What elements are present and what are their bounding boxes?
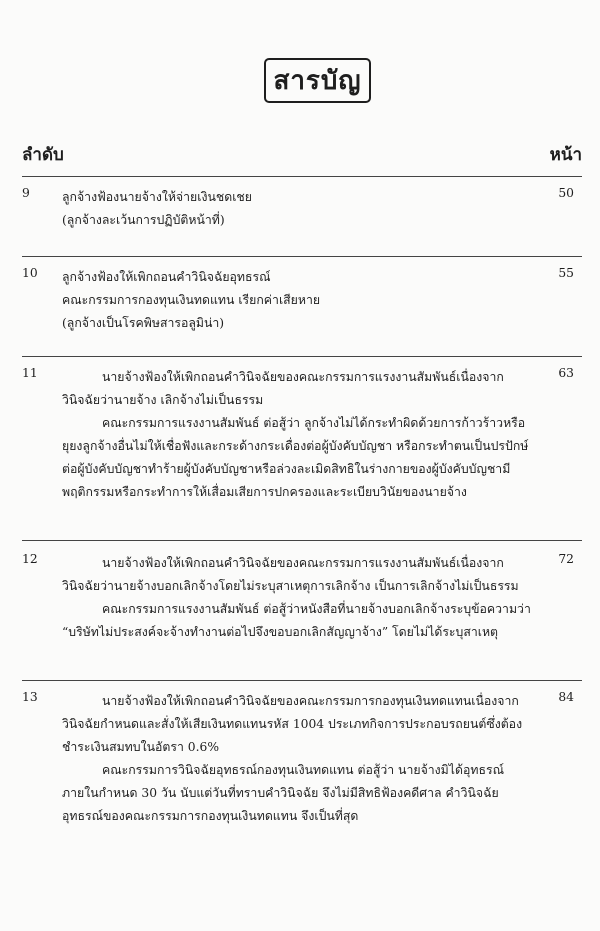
entry-number: 12 xyxy=(22,552,38,566)
entry-page: 50 xyxy=(558,186,574,200)
page-column-header: หน้า xyxy=(549,145,582,165)
entry-description xyxy=(62,186,544,232)
header-rule xyxy=(22,176,582,177)
entry-number: 9 xyxy=(22,186,30,200)
entry-line: ต่อผู้บังคับบัญชาทำร้ายผู้บังคับบัญชาหรือล่วงละเมิดสิทธิในร่างกายของผู้บังคับบัญชามี xyxy=(62,462,511,476)
entry-line: ชำระเงินสมทบในอัตรา 0.6% xyxy=(62,740,220,754)
entry-rule xyxy=(22,540,582,541)
entry-rule xyxy=(22,356,582,357)
entry-number: 13 xyxy=(22,690,38,704)
entry-line: คณะกรรมการแรงงานสัมพันธ์ ต่อสู้ว่า ลูกจ้างไม่ได้กระทำผิดด้วยการก้าวร้าวหรือ xyxy=(102,416,526,430)
entry-line: วินิจฉัยว่านายจ้างบอกเลิกจ้างโดยไม่ระบุสาเหตุการเลิกจ้าง เป็นการเลิกจ้างไม่เป็นธรรม xyxy=(62,579,519,593)
entry-line: วินิจฉัยกำหนดและสั่งให้เสียเงินทดแทนรหัส 1004 ประเภทกิจการประกอบรถยนต์ซึ่งต้อง xyxy=(62,717,523,731)
entry-line: คณะกรรมการแรงงานสัมพันธ์ ต่อสู้ว่าหนังสือที่นายจ้างบอกเลิกจ้างระบุข้อความว่า xyxy=(102,602,531,616)
entry-line: พฤติกรรมหรือกระทำการให้เสื่อมเสียการปกครองและระเบียบวินัยของนายจ้าง xyxy=(62,485,467,499)
entry-line: (ลูกจ้างละเว้นการปฏิบัติหน้าที่) xyxy=(62,213,225,227)
entry-line: นายจ้างฟ้องให้เพิกถอนคำวินิจฉัยของคณะกรรมการกองทุนเงินทดแทนเนื่องจาก xyxy=(102,694,519,708)
entry-page: 84 xyxy=(558,690,574,704)
entry-page: 63 xyxy=(558,366,574,380)
entry-line: “บริษัทไม่ประสงค์จะจ้างทำงานต่อไปจึงขอบอกเลิกสัญญาจ้าง” โดยไม่ได้ระบุสาเหตุ xyxy=(62,625,499,639)
entry-rule xyxy=(22,256,582,257)
entry-line: นายจ้างฟ้องให้เพิกถอนคำวินิจฉัยของคณะกรรมการแรงงานสัมพันธ์เนื่องจาก xyxy=(102,370,504,384)
entry-description xyxy=(62,366,544,504)
entry-line: นายจ้างฟ้องให้เพิกถอนคำวินิจฉัยของคณะกรรมการแรงงานสัมพันธ์เนื่องจาก xyxy=(102,556,504,570)
entry-line: คณะกรรมการวินิจฉัยอุทธรณ์กองทุนเงินทดแทน ต่อสู้ว่า นายจ้างมิได้อุทธรณ์ xyxy=(102,763,504,777)
entry-line: ลูกจ้างฟ้องให้เพิกถอนคำวินิจฉัยอุทธรณ์ xyxy=(62,270,271,284)
entry-description xyxy=(62,266,544,335)
order-column-header: ลำดับ xyxy=(22,145,64,165)
entry-line: คณะกรรมการกองทุนเงินทดแทน เรียกค่าเสียหาย xyxy=(62,293,321,307)
entry-page: 72 xyxy=(558,552,574,566)
entry-description xyxy=(62,690,544,828)
entry-line: อุทธรณ์ของคณะกรรมการกองทุนเงินทดแทน จึงเป็นที่สุด xyxy=(62,809,359,823)
entry-number: 11 xyxy=(22,366,38,380)
entry-line: ลูกจ้างฟ้องนายจ้างให้จ่ายเงินชดเชย xyxy=(62,190,252,204)
entry-page: 55 xyxy=(558,266,574,280)
page-title: สารบัญ xyxy=(264,58,371,103)
entry-number: 10 xyxy=(22,266,38,280)
entry-line: วินิจฉัยว่านายจ้าง เลิกจ้างไม่เป็นธรรม xyxy=(62,393,264,407)
entry-line: (ลูกจ้างเป็นโรคพิษสารอลูมิน่า) xyxy=(62,316,225,330)
entry-line: ภายในกำหนด 30 วัน นับแต่วันที่ทราบคำวินิจฉัย จึงไม่มีสิทธิฟ้องคดีศาล คำวินิจฉัย xyxy=(62,786,499,800)
entry-description xyxy=(62,552,544,644)
entry-rule xyxy=(22,680,582,681)
entry-line: ยุยงลูกจ้างอื่นไม่ให้เชื่อฟังและกระด้างกระเดื่องต่อผู้บังคับบัญชา หรือกระทำตนเป็นปรปักษ์ xyxy=(62,439,529,453)
